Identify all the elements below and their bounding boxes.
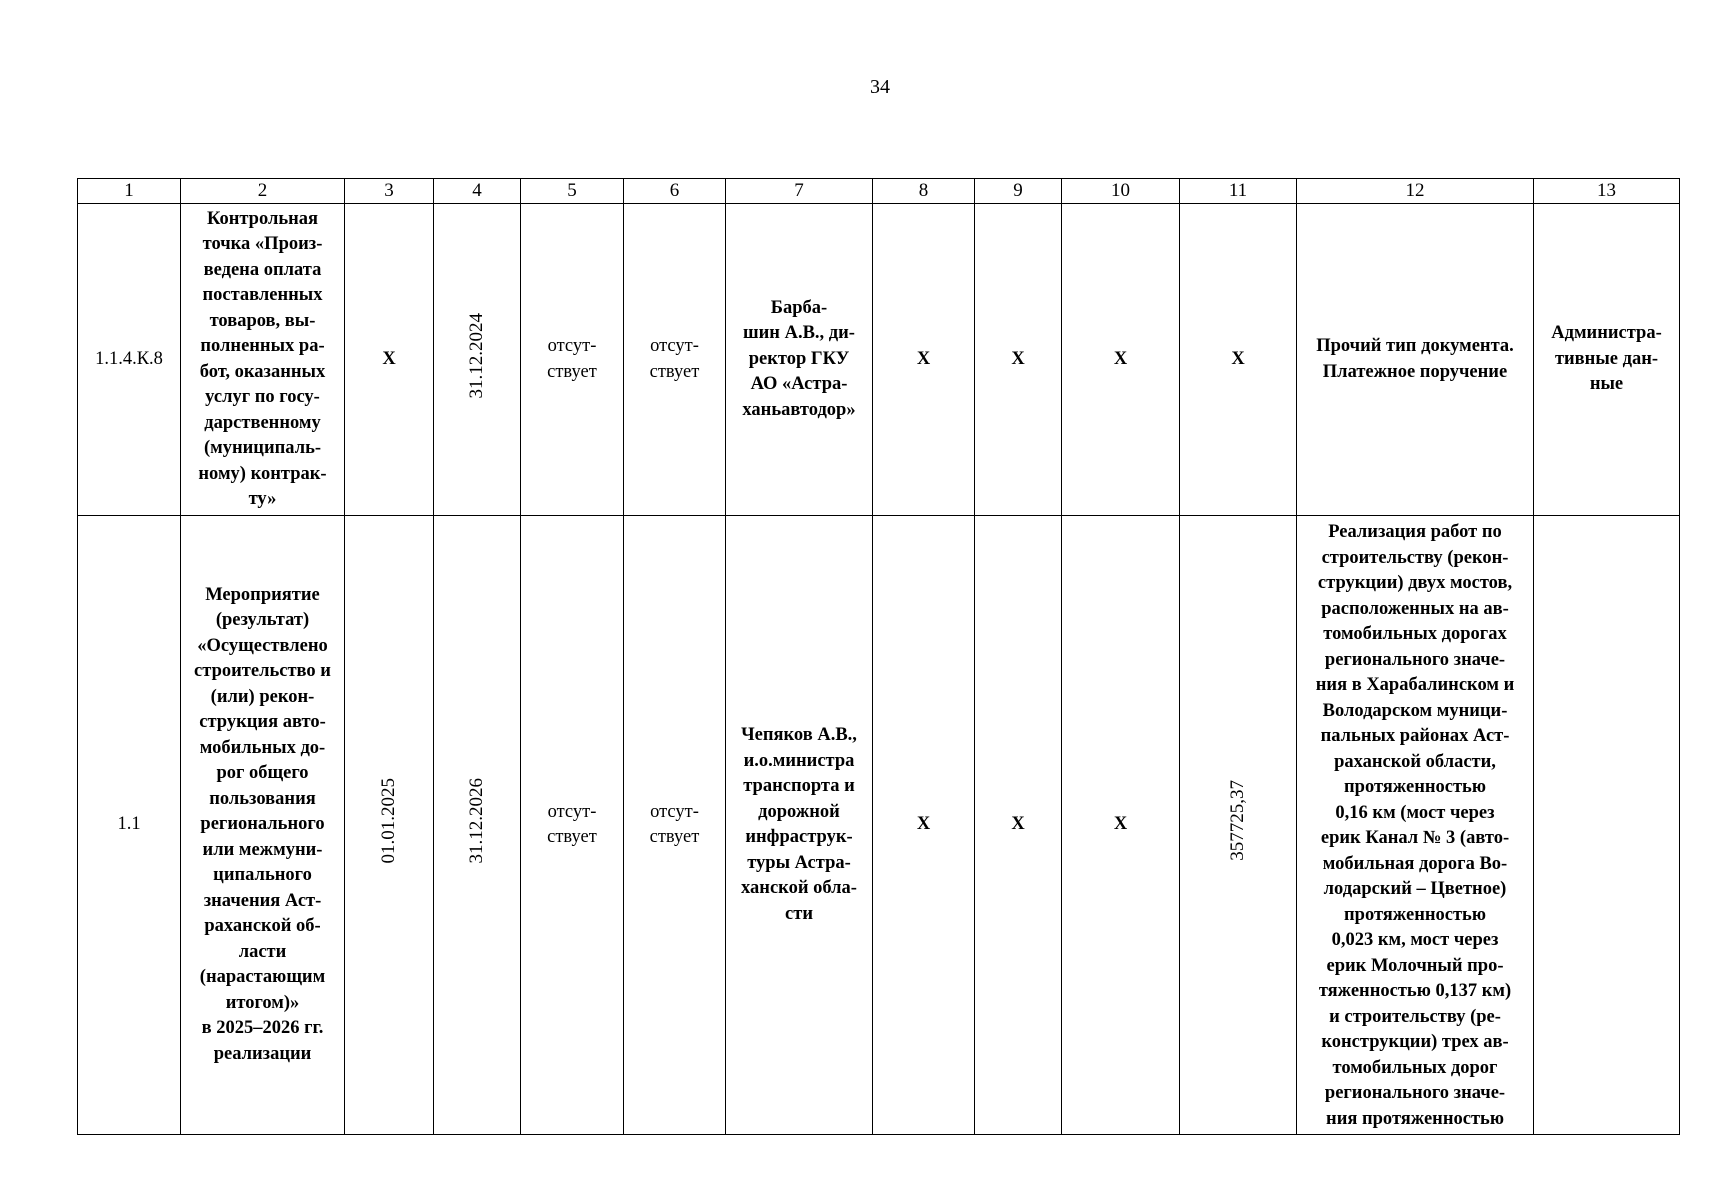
value-cell: X: [975, 516, 1062, 1135]
column-number: 10: [1062, 179, 1180, 204]
column-number: 11: [1180, 179, 1297, 204]
value-cell: X: [1062, 516, 1180, 1135]
amount-cell: [1180, 516, 1297, 1135]
column-number: 7: [726, 179, 873, 204]
status-cell: отсут- ствует: [521, 516, 624, 1135]
amount: 357725,37: [1227, 780, 1248, 862]
header-row: [78, 179, 1680, 204]
column-number: 3: [345, 179, 434, 204]
column-number: 13: [1534, 179, 1680, 204]
value-cell: X: [873, 204, 975, 516]
status-cell: отсут- ствует: [624, 516, 726, 1135]
amount-cell: X: [1180, 204, 1297, 516]
start-date-cell: [345, 516, 434, 1135]
table-row: [78, 516, 1680, 1135]
value-cell: X: [1062, 204, 1180, 516]
column-number: 9: [975, 179, 1062, 204]
column-number: 4: [434, 179, 521, 204]
responsible-person: Чепяков А.В., и.о.министра транспорта и дорожной инфраструк- туры Астра- ханской обла- сти: [726, 516, 873, 1135]
end-date: 31.12.2026: [466, 778, 487, 864]
row-code: 1.1: [78, 516, 181, 1135]
start-date: 01.01.2025: [378, 778, 399, 864]
value-cell: X: [873, 516, 975, 1135]
status-cell: отсут- ствует: [521, 204, 624, 516]
column-number: 12: [1297, 179, 1534, 204]
column-number: 6: [624, 179, 726, 204]
column-number: 2: [181, 179, 345, 204]
column-number: 8: [873, 179, 975, 204]
page-number: 34: [870, 76, 890, 98]
document-type: Прочий тип документа. Платежное поручение: [1297, 204, 1534, 516]
plan-table: [77, 178, 1680, 1135]
table-row: [78, 204, 1680, 516]
data-source: [1534, 516, 1680, 1135]
end-date-cell: [434, 204, 521, 516]
responsible-person: Барба- шин А.В., ди- ректор ГКУ АО «Астра- ханьавтодор»: [726, 204, 873, 516]
row-code: 1.1.4.К.8: [78, 204, 181, 516]
column-number: 5: [521, 179, 624, 204]
data-source: Администра- тивные дан- ные: [1534, 204, 1680, 516]
status-cell: отсут- ствует: [624, 204, 726, 516]
value-cell: X: [975, 204, 1062, 516]
row-title: Мероприятие (результат) «Осуществлено строительство и (или) рекон- струкция авто- мобильных до- рог общего пользования регионального или межмуни- ципального значения Аст- раханской об- ласти (нарастающим итогом)» в 2025–2026 гг. реализации: [181, 516, 345, 1135]
result-description: Реализация работ по строительству (рекон- струкции) двух мостов, расположенных на ав- томобильных дорогах регионального значе- ния в Харабалинском и Володарском муници- пальных районах Аст- раханской области, протяженностью 0,16 км (мост через ерик Канал № 3 (авто- мобильная дорога Во- лодарский – Цветное) протяженностью 0,023 км, мост через ерик Молочный про- тяженностью 0,137 км) и строительству (ре- конструкции) трех ав- томобильных дорог регионального значе- ния протяженностью: [1297, 516, 1534, 1135]
start-date-cell: X: [345, 204, 434, 516]
end-date-cell: [434, 516, 521, 1135]
row-title: Контрольная точка «Произ- ведена оплата поставленных товаров, вы- полненных ра- бот, оказанных услуг по госу- дарственному (муниципаль- ному) контрак- ту»: [181, 204, 345, 516]
column-number: 1: [78, 179, 181, 204]
end-date: 31.12.2024: [466, 312, 487, 398]
